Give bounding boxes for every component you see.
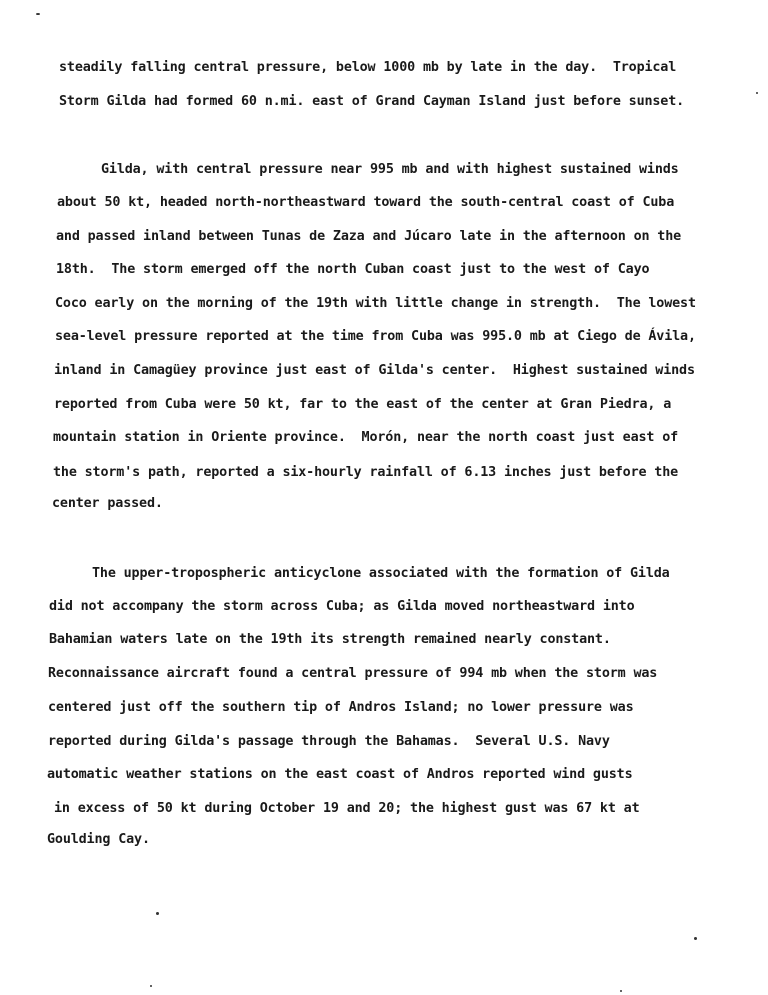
scan-speck: [36, 13, 40, 15]
text-line: inland in Camagüey province just east of Gilda's center. Highest sustained winds: [54, 363, 695, 378]
text-line: Bahamian waters late on the 19th its strength remained nearly constant.: [49, 632, 611, 647]
text-line: Gilda, with central pressure near 995 mb and with highest sustained winds: [101, 162, 679, 177]
text-line: Goulding Cay.: [47, 832, 150, 847]
text-line: sea-level pressure reported at the time from Cuba was 995.0 mb at Ciego de Ávila,: [55, 329, 696, 344]
text-line: and passed inland between Tunas de Zaza and Júcaro late in the afternoon on the: [56, 229, 682, 244]
text-line: The upper-tropospheric anticyclone associated with the formation of Gilda: [92, 566, 670, 581]
text-line: Storm Gilda had formed 60 n.mi. east of Grand Cayman Island just before sunset.: [59, 94, 685, 109]
text-line: about 50 kt, headed north-northeastward toward the south-central coast of Cuba: [57, 195, 675, 210]
scan-speck: [150, 985, 152, 987]
text-line: automatic weather stations on the east coast of Andros reported wind gusts: [47, 767, 633, 782]
scan-speck: [756, 92, 758, 94]
text-line: 18th. The storm emerged off the north Cuban coast just to the west of Cayo: [56, 262, 650, 277]
scan-speck: [694, 937, 697, 940]
text-line: in excess of 50 kt during October 19 and 20; the highest gust was 67 kt at: [54, 801, 640, 816]
scan-speck: [620, 990, 622, 992]
text-line: center passed.: [52, 496, 163, 511]
text-line: Coco early on the morning of the 19th with little change in strength. The lowest: [55, 296, 696, 311]
text-line: steadily falling central pressure, below 1000 mb by late in the day. Tropical: [59, 60, 677, 75]
text-line: mountain station in Oriente province. Morón, near the north coast just east of: [53, 430, 679, 445]
text-line: centered just off the southern tip of Andros Island; no lower pressure was: [48, 700, 634, 715]
text-line: reported during Gilda's passage through the Bahamas. Several U.S. Navy: [48, 734, 610, 749]
text-line: Reconnaissance aircraft found a central pressure of 994 mb when the storm was: [48, 666, 658, 681]
text-line: did not accompany the storm across Cuba; as Gilda moved northeastward into: [49, 599, 635, 614]
scan-speck: [156, 912, 159, 915]
text-line: reported from Cuba were 50 kt, far to the east of the center at Gran Piedra, a: [54, 397, 672, 412]
text-line: the storm's path, reported a six-hourly rainfall of 6.13 inches just before the: [53, 465, 679, 480]
